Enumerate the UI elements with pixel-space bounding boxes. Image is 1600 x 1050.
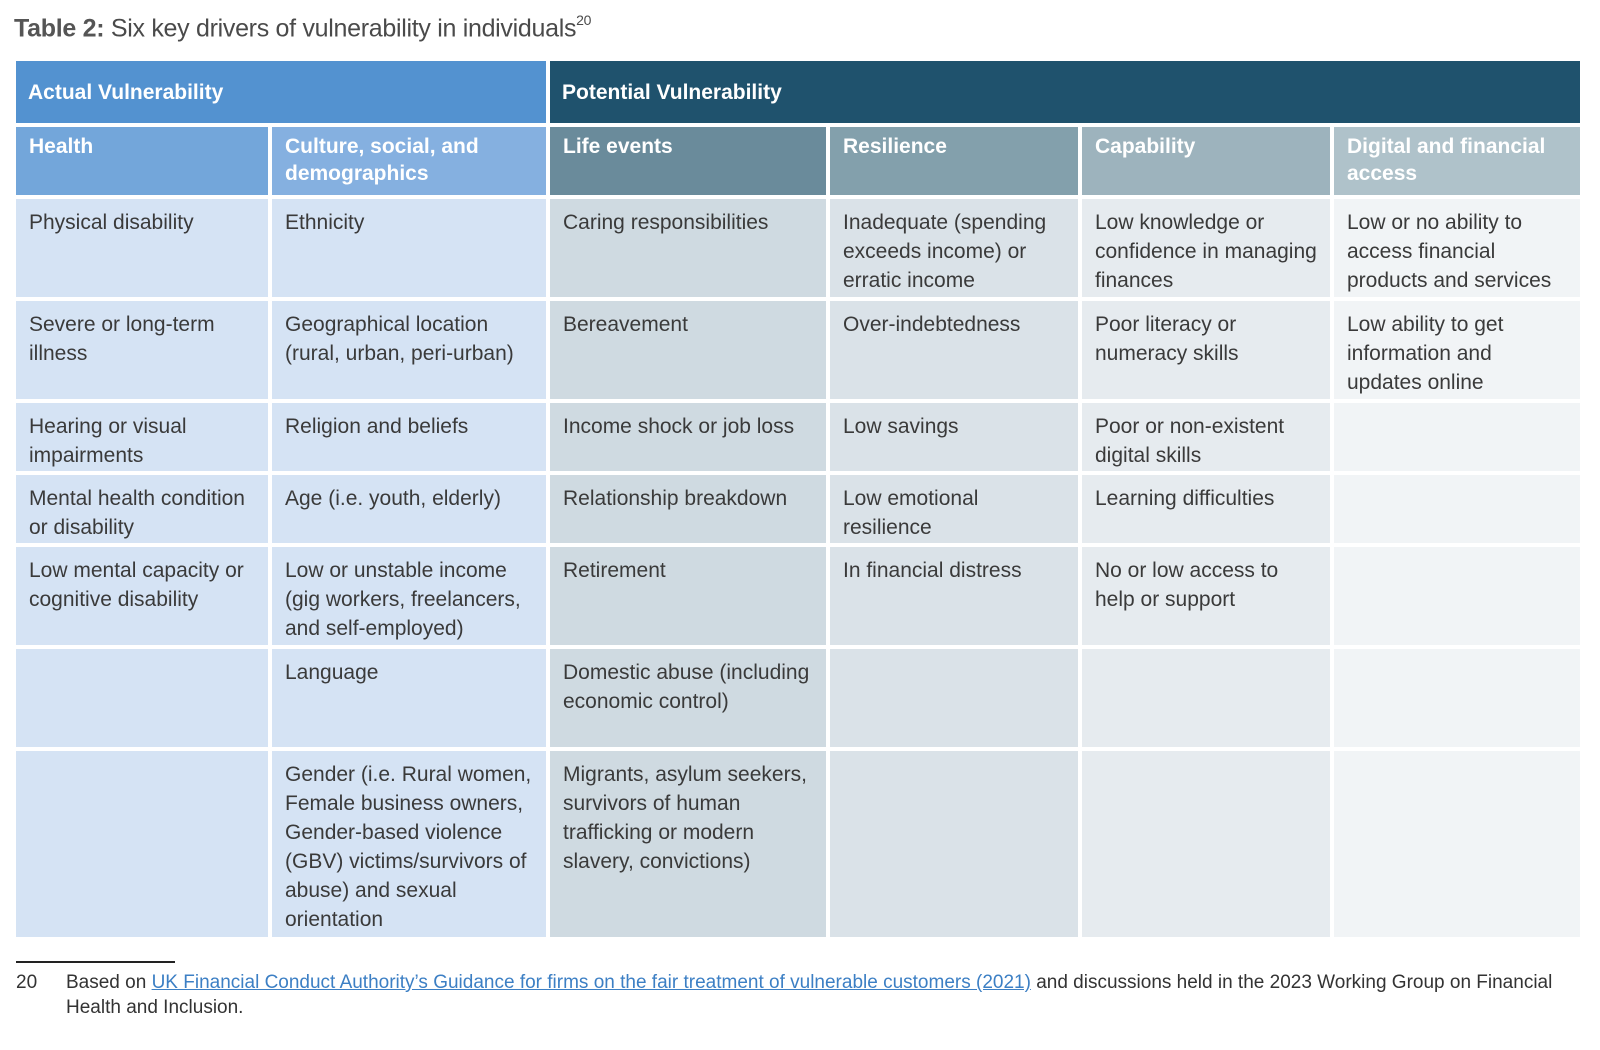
table-cell: Bereavement — [550, 301, 826, 399]
table-cell — [1334, 475, 1580, 543]
table-cell — [1334, 751, 1580, 937]
footnote-text — [66, 970, 1576, 1020]
footnote-suffix: and discussions held in the 2023 Working Group on Financial Health and Inclusion. — [66, 972, 1553, 1018]
table-cell — [16, 649, 268, 747]
table-cell: Retirement — [550, 547, 826, 645]
table-caption — [14, 14, 591, 43]
table-cell: Poor or non-existent digital skills — [1082, 403, 1330, 471]
table-cell: Mental health condition or disability — [16, 475, 268, 543]
column-header-digital-access: Digital and financial access — [1334, 127, 1580, 195]
column-header-capability: Capability — [1082, 127, 1330, 195]
column-header-life-events: Life events — [550, 127, 826, 195]
caption-label: Table 2: — [14, 14, 105, 43]
vulnerability-drivers-table — [16, 61, 1586, 937]
table-cell: Low ability to get information and updates online — [1334, 301, 1580, 399]
table-cell — [1082, 649, 1330, 747]
table-cell — [1334, 403, 1580, 471]
table-cell: Learning difficulties — [1082, 475, 1330, 543]
caption-footnote-ref: 20 — [576, 12, 592, 28]
table-cell: Severe or long-term illness — [16, 301, 268, 399]
table-cell: Relationship breakdown — [550, 475, 826, 543]
group-header-actual: Actual Vulnerability — [16, 61, 546, 123]
table-cell: Income shock or job loss — [550, 403, 826, 471]
table-cell: Gender (i.e. Rural women, Female business owners, Gender-based violence (GBV) victims/survivors of abuse) and sexual orientation — [272, 751, 546, 937]
table-cell: Domestic abuse (including economic control) — [550, 649, 826, 747]
footnote-number: 20 — [16, 972, 38, 993]
table-cell: Low emotional resilience — [830, 475, 1078, 543]
table-cell — [1082, 751, 1330, 937]
table-cell: Language — [272, 649, 546, 747]
column-header-culture: Culture, social, and demographics — [272, 127, 546, 195]
table-cell: Geographical location (rural, urban, peri-urban) — [272, 301, 546, 399]
column-header-health: Health — [16, 127, 268, 195]
table-cell: Low mental capacity or cognitive disability — [16, 547, 268, 645]
caption-text: Six key drivers of vulnerability in individuals — [110, 14, 577, 43]
footnote-divider — [16, 961, 175, 963]
footnote — [16, 970, 1576, 1020]
table-cell: Low or unstable income (gig workers, freelancers, and self-employed) — [272, 547, 546, 645]
table-cell — [830, 751, 1078, 937]
table-cell — [1334, 547, 1580, 645]
table-cell: Low knowledge or confidence in managing finances — [1082, 199, 1330, 297]
table-cell: Age (i.e. youth, elderly) — [272, 475, 546, 543]
table-cell: Caring responsibilities — [550, 199, 826, 297]
table-cell: In financial distress — [830, 547, 1078, 645]
table-cell: Hearing or visual impairments — [16, 403, 268, 471]
table-cell: Physical disability — [16, 199, 268, 297]
table-cell: Migrants, asylum seekers, survivors of human trafficking or modern slavery, convictions) — [550, 751, 826, 937]
table-cell: Ethnicity — [272, 199, 546, 297]
table-cell — [1334, 649, 1580, 747]
table-cell — [16, 751, 268, 937]
table-cell: Low savings — [830, 403, 1078, 471]
table-cell — [830, 649, 1078, 747]
table-cell: No or low access to help or support — [1082, 547, 1330, 645]
group-header-potential: Potential Vulnerability — [550, 61, 1580, 123]
table-cell: Religion and beliefs — [272, 403, 546, 471]
table-cell: Poor literacy or numeracy skills — [1082, 301, 1330, 399]
column-header-resilience: Resilience — [830, 127, 1078, 195]
footnote-prefix: Based on — [66, 972, 152, 993]
fca-guidance-link[interactable]: UK Financial Conduct Authority’s Guidance for firms on the fair treatment of vulnerable customers (2021) — [151, 972, 1031, 993]
table-cell: Over-indebtedness — [830, 301, 1078, 399]
table-cell: Low or no ability to access financial products and services — [1334, 199, 1580, 297]
table-cell: Inadequate (spending exceeds income) or erratic income — [830, 199, 1078, 297]
